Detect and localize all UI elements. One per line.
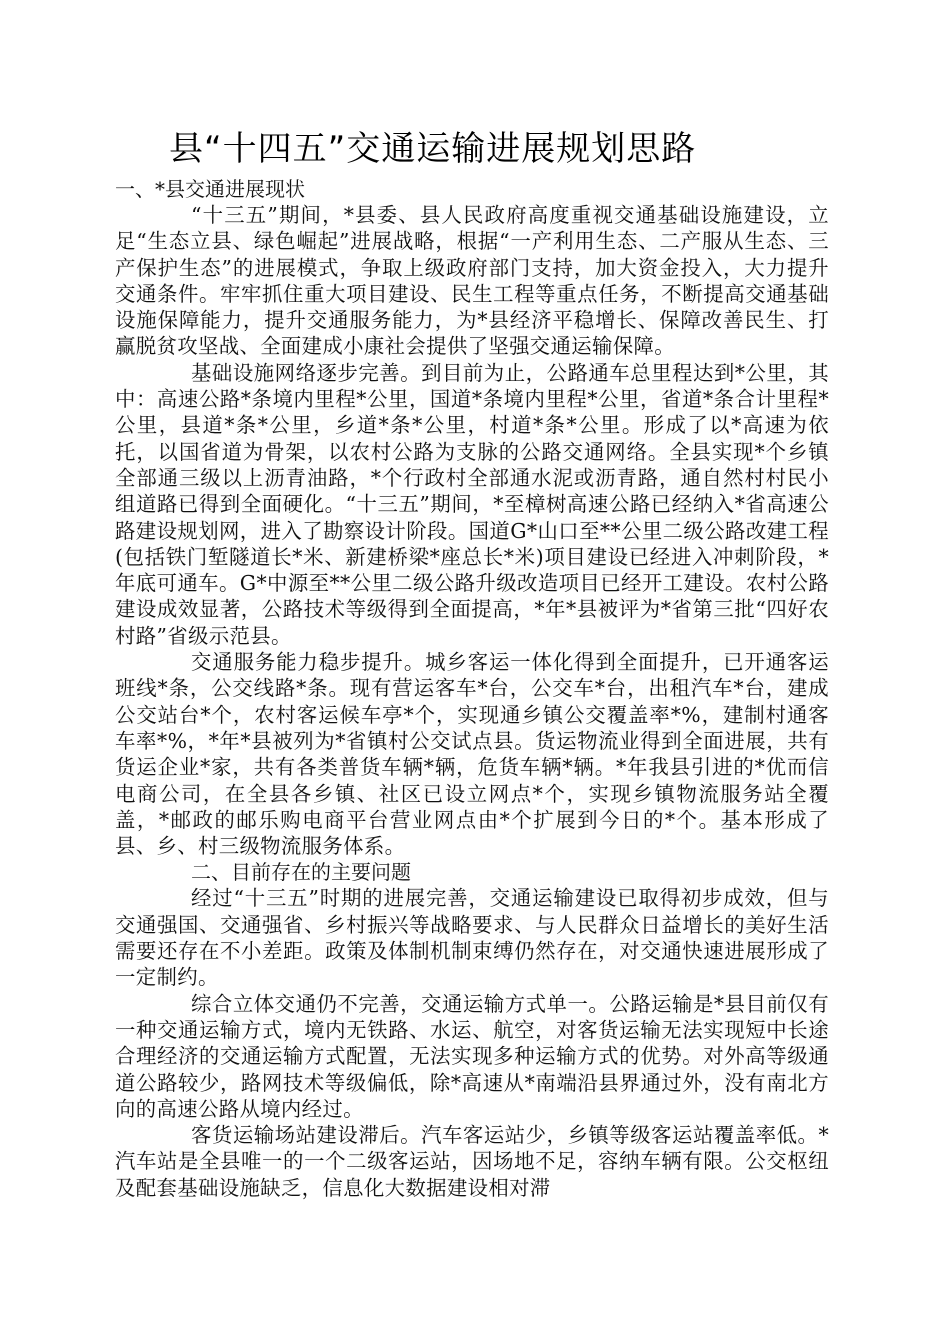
paragraph: 交通服务能力稳步提升。城乡客运一体化得到全面提升，已开通客运班线*条，公交线路*条。现有营运客车*台，公交车*台，出租汽车*台，建成公交站台*个，农村客运候车亭*个，实现通乡镇公交覆盖率*%，建制村通客车率*%，*年*县被列为*省镇村公交试点县。货运物流业得到全面进展，共有货运企业*家，共有各类普货车辆*辆，危货车辆*辆。*年我县引进的*优而信电商公司，在全县各乡镇、社区已设立网点*个，实现乡镇物流服务站全覆盖，*邮政的邮乐购电商平台营业网点由*个扩展到今日的*个。基本形成了县、乡、村三级物流服务体系。 bbox=[115, 650, 829, 859]
section-heading-main-problems: 二、目前存在的主要问题 bbox=[191, 860, 411, 885]
document-title: 县“十四五”交通运输进展规划思路 bbox=[169, 129, 697, 169]
paragraph: “十三五”期间，*县委、县人民政府高度重视交通基础设施建设，立足“生态立县、绿色崛起”进展战略，根据“一产利用生态、二产服从生态、三产保护生态”的进展模式，争取上级政府部门支持，加大资金投入，大力提升交通条件。牢牢抓住重大项目建设、民生工程等重点任务，不断提高交通基础设施保障能力，提升交通服务能力，为*县经济平稳增长、保障改善民生、打赢脱贫攻坚战、全面建成小康社会提供了坚强交通运输保障。 bbox=[115, 203, 829, 359]
paragraph: 综合立体交通仍不完善，交通运输方式单一。公路运输是*县目前仅有一种交通运输方式，境内无铁路、水运、航空，对客货运输无法实现短中长途合理经济的交通运输方式配置，无法实现多种运输方式的优势。对外高等级通道公路较少，路网技术等级偏低，除*高速从*南端沿县界通过外，没有南北方向的高速公路从境内经过。 bbox=[115, 991, 829, 1121]
paragraph: 客货运输场站建设滞后。汽车客运站少，乡镇等级客运站覆盖率低。*汽车站是全县唯一的一个二级客运站，因场地不足，容纳车辆有限。公交枢纽及配套基础设施缺乏，信息化大数据建设相对滞 bbox=[115, 1123, 829, 1200]
section-heading-current-status: 一、*县交通进展现状 bbox=[115, 177, 305, 201]
paragraph: 经过“十三五”时期的进展完善，交通运输建设已取得初步成效，但与交通强国、交通强省、乡村振兴等战略要求、与人民群众日益增长的美好生活需要还存在不小差距。政策及体制机制束缚仍然存在，对交通快速进展形成了一定制约。 bbox=[115, 886, 829, 990]
paragraph: 基础设施网络逐步完善。到目前为止，公路通车总里程达到*公里，其中：高速公路*条境内里程*公里，国道*条境内里程*公里，省道*条合计里程*公里，县道*条*公里，乡道*条*公里，村道*条*公里。形成了以*高速为依托，以国省道为骨架，以农村公路为支脉的公路交通网络。全县实现*个乡镇全部通三级以上沥青油路，*个行政村全部通水泥或沥青路，通自然村村民小组道路已得到全面硬化。“十三五”期间，*至樟树高速公路已经纳入*省高速公路建设规划网，进入了勘察设计阶段。国道G*山口至**公里二级公路改建工程(包括铁门堑隧道长*米、新建桥梁*座总长*米)项目建设已经进入冲刺阶段，*年底可通车。G*中源至**公里二级公路升级改造项目已经开工建设。农村公路建设成效显著，公路技术等级得到全面提高，*年*县被评为*省第三批“四好农村路”省级示范县。 bbox=[115, 360, 829, 648]
document-page bbox=[115, 122, 829, 1201]
